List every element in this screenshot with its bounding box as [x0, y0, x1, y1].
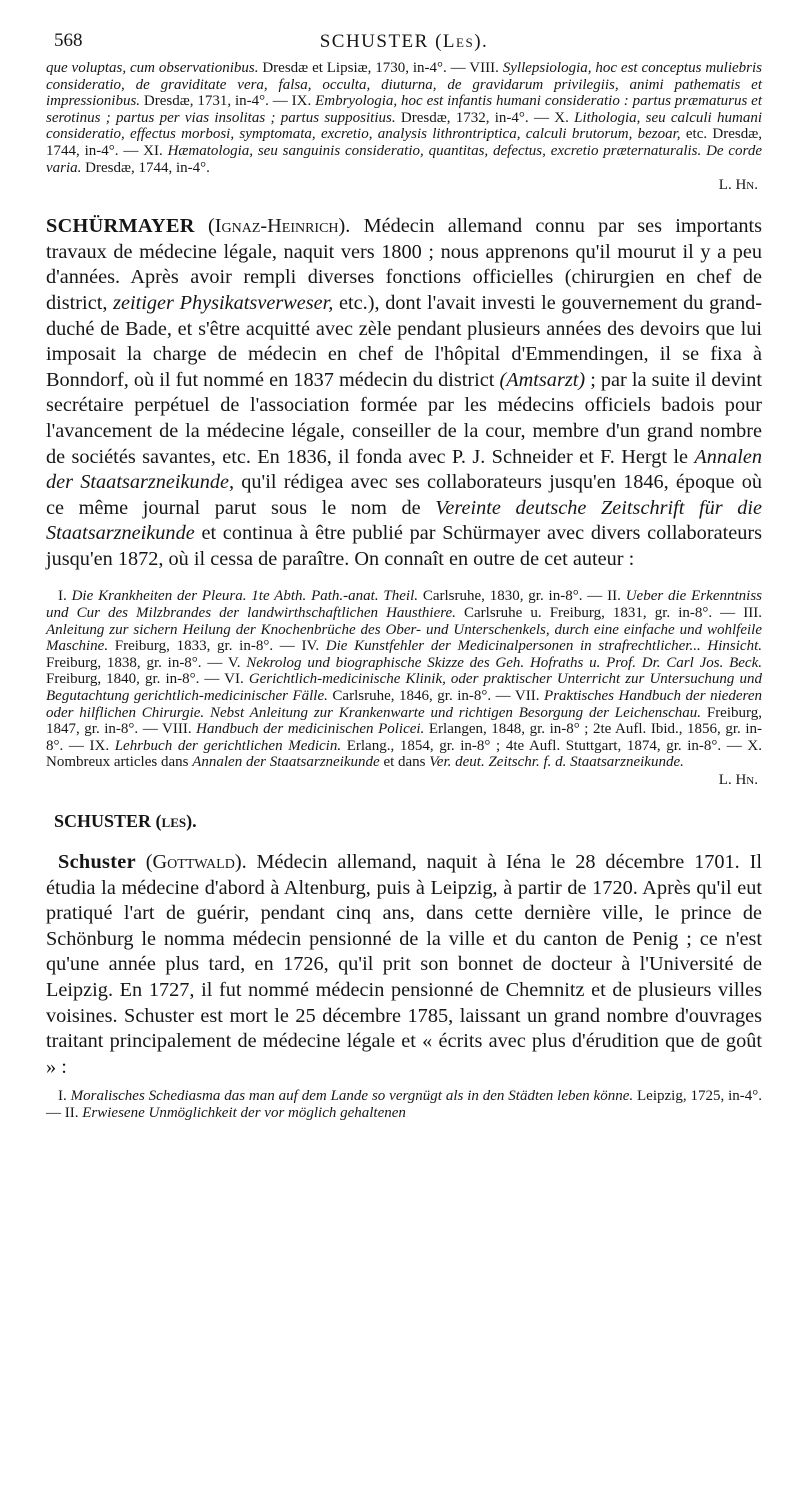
text-segment: qu'il rédigea avec ses collaborateurs jusqu'en 1846, époque où ce même journal parut sous le nom de — [46, 471, 762, 519]
italic-text-segment: Handbuch der medicinischen Policei. — [196, 721, 425, 738]
text-segment: Carlsruhe, 1846, gr. in-8°. — VII. — [327, 688, 545, 705]
text-segment: Dresdæ et Lipsiæ, 1730, in-4°. — VIII. — [258, 60, 503, 76]
entry-name: Schuster — [58, 851, 136, 873]
header-title-smallcaps: Les — [442, 31, 475, 52]
text-segment: ; par la suite il devint secrétaire perpétuel de l'association formée par les médecins officiels badois pour l'avancement de la médecine légale, conseiller de la cour, membre d'un grand nombre de sociétés savantes, etc. En 1836, il fonda avec P. J. Schneider et F. Hergt le — [46, 368, 763, 468]
text-segment: Freiburg, 1840, gr. in-8°. — VI. — [46, 671, 249, 688]
page-number: 568 — [54, 30, 83, 51]
italic-text-segment: Gerichtlich-medicinische Klinik, oder praktischer Unterricht zur Untersuchung und Begutachtung gerichtlich-medicinischer Fälle. — [46, 671, 762, 705]
text-segment: Freiburg, 1833, gr. in-8°. — IV. — [108, 638, 326, 655]
italic-text-segment: zeitiger Physikatsverweser, — [113, 291, 334, 314]
text-segment: etc.), dont l'avait investi le gouvernement du grand-duché de Bade, et s'être acquitté avec zèle pendant plusieurs années des devoirs que lui imposait la charge de médecin en chef de l'hôpital d'Emmendingen, il se fixa à Bonndorf, où il fut nommé en 1837 médecin du district — [46, 291, 762, 391]
italic-text-segment: Lithologia, seu calculi humani consideratio, effectus morbosi, symptomata, excretio, analysis lithrontriptica, calculi brutorum, bezoar, — [46, 109, 762, 143]
text-segment: Erlang., 1854, gr. in-8° ; 4te Aufl. Stuttgart, 1874, gr. in-8°. — X. Nombreux articles dans — [46, 737, 763, 771]
italic-text-segment: Nekrolog und biographische Skizze des Geh. Hofraths u. Prof. Dr. Carl Jos. Beck. — [246, 654, 762, 671]
italic-text-segment: Die Krankheiten der Pleura. 1te Abth. Path.-anat. Theil. — [71, 588, 418, 605]
signature: L. Hn. — [718, 177, 758, 194]
section-title: SCHUSTER — [54, 811, 152, 831]
text-segment: etc. Dresdæ, 1744, in-4°. — XI. — [46, 126, 762, 159]
section-heading — [54, 811, 762, 832]
italic-text-segment: que voluptas, cum observationibus. — [46, 60, 259, 76]
italic-text-segment: Praktisches Handbuch der niederen oder hilflichen Chirurgie. Nebst Anleitung zur Krankenwarte und richtigen Besorgung der Leichenschau. — [46, 688, 762, 721]
italic-text-segment: Annalen der Staatsarzneikunde, — [46, 445, 762, 494]
italic-text-segment: Hæmatologia, seu sanguinis consideratio, quantitas, defectus, excretio præternaturalis. De corde varia. — [46, 142, 762, 176]
entry-schurmayer — [46, 214, 762, 572]
text-segment: I. — [58, 588, 72, 605]
previous-entry-bibliography — [46, 60, 762, 176]
italic-text-segment: Embryologia, hoc est infantis humani consideratio : partus præmaturus et serotinus ; partus per vias insolitas ; partus suppositius. — [46, 93, 762, 126]
italic-text-segment: Vereinte deutsche Zeitschrift für die Staatsarzneikunde — [46, 496, 762, 545]
text-segment: I. — [58, 1088, 71, 1105]
entry-text — [46, 215, 762, 570]
entry-forenames: (Ignaz-Heinrich). — [207, 215, 351, 238]
section-title-suffix: (les). — [155, 811, 197, 831]
text-segment: Médecin allemand, naquit à Iéna le 28 décembre 1701. Il étudia la médecine d'abord à Altenburg, puis à Leipzig, à partir de 1720. Après qu'il eut pratiqué l'art de guérir, pendant cinq ans, dans cette dernière ville, le prince de Schönburg le nomma médecin pensionné de la ville et du canton de Penig ; ce n'est qu'une année plus tard, en 1726, qu'il prit son bonnet de docteur à l'Université de Leipzig. En 1727, il fut nommé médecin pensionné de Chemnitz et de plusieurs villes voisines. Schuster est mort le 25 décembre 1785, laissant un grand nombre d'ouvrages traitant principalement de médecine légale et « écrits avec plus d'érudition que de goût » : — [46, 851, 762, 1078]
schurmayer-works — [46, 588, 762, 771]
text-segment: Carlsruhe u. Freiburg, 1831, gr. in-8°. — III. — [455, 605, 762, 622]
italic-text-segment: Lehrbuch der gerichtlichen Medicin. — [114, 737, 342, 754]
header-title-main: SCHUSTER ( — [319, 31, 443, 52]
gottwald-works — [46, 1088, 762, 1121]
text-segment: et continua à être publié par Schürmayer avec divers collaborateurs jusqu'en 1872, où il cessa de paraître. On connaît en outre de cet auteur : — [46, 522, 762, 570]
entry-text — [46, 851, 762, 1078]
text-segment: et dans — [379, 754, 430, 771]
entry-forenames: (Gottwald). — [145, 851, 247, 873]
italic-text-segment: Erwiesene Unmöglichkeit der vor möglich gehaltenen — [82, 1104, 406, 1121]
italic-text-segment: Ver. deut. Zeitschr. f. d. Staatsarzneikunde. — [429, 754, 684, 771]
italic-text-segment: Anleitung zur sichern Heilung der Knochenbrüche des Ober- und Unterschenkels, durch eine einfache und wohlfeile Maschine. — [46, 621, 762, 655]
entry-name: SCHÜRMAYER — [46, 215, 195, 238]
text-segment: Leipzig, 1725, in-4°. — II. — [46, 1088, 762, 1121]
text-segment: Freiburg, 1838, gr. in-8°. — V. — [46, 654, 247, 671]
text-segment: Freiburg, 1847, gr. in-8°. — VIII. — [46, 704, 762, 738]
italic-text-segment: Syllepsiologia, hoc est conceptus muliebris consideratio, de graviditate vera, falsa, occulta, diuturna, de gravidarum privilegiis, animi pathematis et impressionibus. — [46, 60, 762, 110]
italic-text-segment: Annalen der Staatsarzneikunde — [192, 754, 380, 771]
signature: L. Hn. — [718, 772, 758, 788]
italic-text-segment: Die Kunstfehler der Medicinalpersonen in strafrechtlicher... Hinsicht. — [325, 638, 763, 655]
text-segment: Dresdæ, 1744, in-4°. — [81, 159, 210, 176]
entry-gottwald — [46, 850, 762, 1080]
header-title-end: ). — [474, 31, 489, 52]
text-segment: Médecin allemand connu par ses importants travaux de médecine légale, naquit vers 1800 ; nous apprenons qu'il mourut il y a peu d'années. Après avoir rempli diverses fonctions officielles (chirurgien en chef de district, — [46, 215, 762, 314]
text-segment: Carlsruhe, 1830, gr. in-8°. — II. — [418, 588, 626, 605]
text-segment: Dresdæ, 1731, in-4°. — IX. — [140, 93, 316, 110]
text-segment: Erlangen, 1848, gr. in-8° ; 2te Aufl. Ibid., 1856, gr. in-8°. — IX. — [46, 721, 762, 754]
text-segment: Dresdæ, 1732, in-4°. — X. — [395, 109, 575, 126]
italic-text-segment: Ueber die Erkenntniss und Cur des Milzbrandes der landwirthschaftlichen Hausthiere. — [46, 588, 763, 622]
italic-text-segment: Moralisches Schediasma das man auf dem Lande so vergnügt als in den Städten leben könne. — [70, 1088, 634, 1105]
italic-text-segment: (Amtsarzt) — [499, 368, 586, 391]
header-title — [46, 31, 762, 53]
running-head — [46, 30, 762, 60]
